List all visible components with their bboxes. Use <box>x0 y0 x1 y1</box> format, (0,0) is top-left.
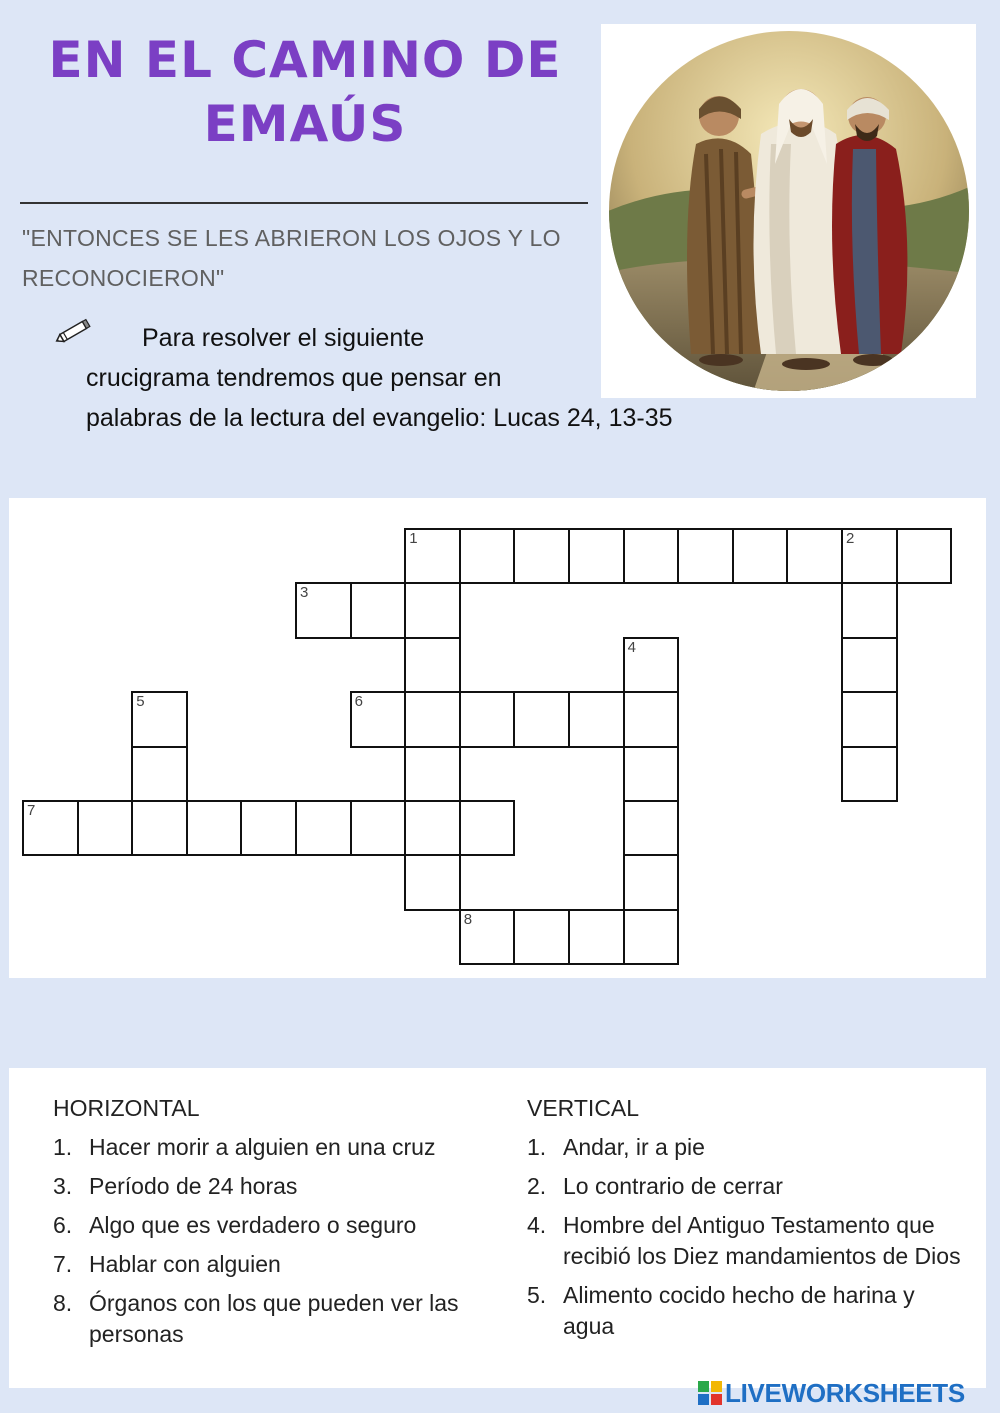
crossword-cell[interactable] <box>240 800 297 856</box>
quote-line-2: RECONOCIERON" <box>22 265 225 291</box>
clue-text: Alimento cocido hecho de harina y agua <box>563 1282 915 1339</box>
page-title <box>20 28 590 156</box>
clue-number: 7 <box>27 802 36 819</box>
instructions-line-2: crucigrama tendremos que pensar en <box>86 364 502 392</box>
crossword-cell[interactable] <box>841 582 898 638</box>
crossword-cell[interactable] <box>459 691 516 747</box>
crossword-cell[interactable] <box>459 800 516 856</box>
clue-number: 6 <box>354 693 363 711</box>
vertical-clues <box>527 1090 972 1350</box>
clue-number: 4 <box>627 638 636 656</box>
crossword-cell[interactable] <box>513 528 570 584</box>
crossword-cell[interactable] <box>623 691 680 747</box>
clues-panel <box>9 1068 986 1388</box>
crossword-cell[interactable] <box>841 637 898 693</box>
liveworksheets-brand[interactable] <box>698 1378 965 1408</box>
crossword-cell[interactable] <box>350 800 407 856</box>
crossword-cell[interactable] <box>295 800 352 856</box>
crossword-cell[interactable] <box>623 909 680 965</box>
crossword-cell[interactable] <box>841 528 898 584</box>
crossword-cell[interactable] <box>623 800 680 856</box>
crossword-cell[interactable] <box>786 528 843 584</box>
horizontal-clue <box>53 1210 493 1241</box>
clue-text: Lo contrario de cerrar <box>563 1173 783 1199</box>
clue-number: 3 <box>300 584 309 602</box>
clue-number: 7. <box>53 1251 73 1277</box>
vertical-clue <box>527 1280 972 1342</box>
clue-text: Hombre del Antiguo Testamento que recibió los Diez mandamientos de Dios <box>563 1212 961 1269</box>
quote-line-1: "ENTONCES SE LES ABRIERON LOS OJOS Y LO <box>22 225 561 251</box>
crossword-cell[interactable] <box>350 582 407 638</box>
clue-text: Algo que es verdadero o seguro <box>89 1212 417 1238</box>
crossword-cell[interactable] <box>732 528 789 584</box>
clue-number: 1 <box>409 530 418 547</box>
clue-number: 4. <box>527 1212 547 1238</box>
crossword-cell[interactable] <box>295 582 352 638</box>
crossword-cell[interactable] <box>841 691 898 747</box>
crossword-cell[interactable] <box>77 800 134 856</box>
crossword-cell[interactable] <box>568 909 625 965</box>
crossword-cell[interactable] <box>568 691 625 747</box>
crossword-cell[interactable] <box>404 746 461 802</box>
horizontal-clue <box>53 1171 493 1202</box>
title-divider <box>20 202 588 204</box>
crossword-cell[interactable] <box>131 691 188 747</box>
vertical-clue <box>527 1210 972 1272</box>
crossword-cell[interactable] <box>22 800 79 856</box>
crossword-cell[interactable] <box>350 691 407 747</box>
clue-text: Hablar con alguien <box>89 1251 281 1277</box>
instructions-line-3: palabras de la lectura del evangelio: Lucas 24, 13-35 <box>86 404 673 432</box>
road-to-emmaus-illustration <box>601 24 976 398</box>
clue-number: 3. <box>53 1173 73 1199</box>
vertical-clue <box>527 1171 972 1202</box>
clue-text: Andar, ir a pie <box>563 1134 705 1160</box>
crossword-cell[interactable] <box>404 691 461 747</box>
crossword-cell[interactable] <box>404 854 461 910</box>
crossword-cell[interactable] <box>677 528 734 584</box>
clue-text: Período de 24 horas <box>89 1173 298 1199</box>
crossword-cell[interactable] <box>841 746 898 802</box>
horizontal-clues <box>53 1090 493 1358</box>
crossword-cell[interactable] <box>623 854 680 910</box>
crossword-cell[interactable] <box>896 528 953 584</box>
crossword-cell[interactable] <box>623 637 680 693</box>
clue-number: 1. <box>527 1134 547 1160</box>
clue-number: 2 <box>846 530 855 547</box>
title-line-1: EN EL CAMINO DE <box>48 31 562 89</box>
horizontal-clue <box>53 1288 493 1350</box>
clue-number: 5. <box>527 1282 547 1308</box>
title-line-2: EMAÚS <box>203 95 407 153</box>
crossword-cell[interactable] <box>186 800 243 856</box>
vertical-heading: VERTICAL <box>527 1095 640 1121</box>
crossword-cell[interactable] <box>459 909 516 965</box>
clue-text: Órganos con los que pueden ver las personas <box>89 1290 459 1347</box>
instructions-line-1: Para resolver el siguiente <box>142 324 425 352</box>
crossword-cell[interactable] <box>131 746 188 802</box>
brand-name: LIVEWORKSHEETS <box>725 1377 965 1408</box>
crossword-cell[interactable] <box>404 637 461 693</box>
crossword-cell[interactable] <box>513 909 570 965</box>
clue-number: 6. <box>53 1212 73 1238</box>
crossword-cell[interactable] <box>623 528 680 584</box>
horizontal-clue <box>53 1132 493 1163</box>
crossword-cell[interactable] <box>459 528 516 584</box>
crossword-cell[interactable] <box>404 800 461 856</box>
vertical-clue <box>527 1132 972 1163</box>
clue-number: 1. <box>53 1134 73 1160</box>
horizontal-clue <box>53 1249 493 1280</box>
crossword-cell[interactable] <box>404 528 461 584</box>
clue-number: 5 <box>136 693 145 711</box>
clue-number: 8 <box>463 910 473 928</box>
crossword-panel <box>9 498 986 978</box>
clue-number: 2. <box>527 1173 547 1199</box>
scripture-quote <box>22 218 592 298</box>
crossword-cell[interactable] <box>404 582 461 638</box>
clue-text: Hacer morir a alguien en una cruz <box>89 1134 436 1160</box>
horizontal-heading: HORIZONTAL <box>53 1095 200 1121</box>
crossword-cell[interactable] <box>568 528 625 584</box>
crossword-cell[interactable] <box>131 800 188 856</box>
crossword-cell[interactable] <box>513 691 570 747</box>
clue-number: 8. <box>53 1290 73 1316</box>
liveworksheets-logo-icon <box>698 1381 722 1405</box>
crossword-cell[interactable] <box>623 746 680 802</box>
